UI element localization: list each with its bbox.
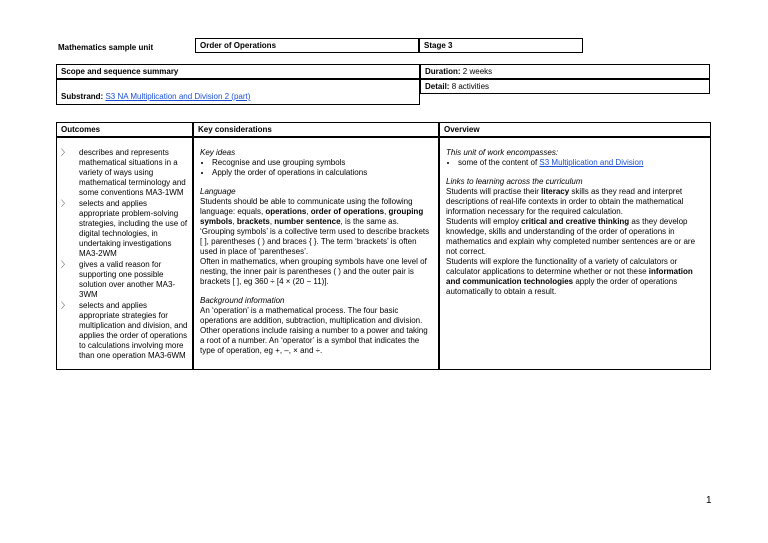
duration-cell	[420, 64, 710, 79]
list-item: • some of the content of S3 Multiplication and Division	[458, 158, 704, 168]
content-link[interactable]: S3 Multiplication and Division	[539, 158, 644, 167]
literacy-paragraph: Students will practise their literacy skills as they read and interpret descriptions of real-life contexts in order to obtain the mathematical information necessary for the required calculation.	[446, 187, 684, 216]
overview-header: Overview	[439, 122, 711, 137]
key-ideas-heading: Key ideas	[200, 148, 236, 157]
ict-paragraph: Students will explore the functionality of a variety of calculators or calculator applications to determine whether or not these information and communication technologies apply the order of operations automatically to obtain a result.	[446, 257, 693, 296]
grouping-symbols-paragraph: ‘Grouping symbols’ is a collective term used to describe brackets [ ], parentheses ( ) and braces { }. The term ‘brackets’ is often used in place of ‘parentheses’.	[200, 227, 430, 256]
outcome-marker: 〉	[61, 301, 69, 310]
outcome-item	[57, 260, 188, 300]
key-ideas-list	[200, 158, 432, 178]
outcome-text: describes and represents mathematical situations in a variety of ways using mathematical terminology and some conventions MA3-1WM	[79, 148, 186, 197]
page-number: 1	[706, 495, 712, 506]
key-considerations-column	[193, 137, 439, 370]
substrand-link[interactable]: S3 NA Multiplication and Division 2 (part)	[105, 92, 251, 101]
language-paragraph: Students should be able to communicate using the following language: equals, operations, order of operations, grouping symbols, brackets, number sentence, is the same as.	[200, 197, 424, 226]
unit-label: Mathematics sample unit	[58, 43, 154, 52]
scope-label: Scope and sequence summary	[56, 64, 420, 79]
duration-value: 2 weeks	[462, 67, 493, 76]
list-item: • Apply the order of operations in calculations	[212, 168, 432, 178]
key-considerations-header: Key considerations	[193, 122, 439, 137]
detail-cell	[420, 79, 710, 94]
language-heading: Language	[200, 187, 236, 196]
outcome-marker: 〉	[61, 199, 69, 208]
outcomes-header: Outcomes	[56, 122, 193, 137]
links-heading: Links to learning across the curriculum	[446, 177, 583, 186]
nesting-paragraph: Often in mathematics, when grouping symbols have one level of nesting, the inner pair is parentheses ( ) and the outer pair is brackets [ ], eg 360 ÷ [4 × (20 − 11)].	[200, 257, 427, 286]
detail-value: 8 activities	[451, 82, 490, 91]
substrand-cell	[56, 79, 420, 105]
substrand-label: Substrand:	[61, 92, 104, 101]
list-item: • Recognise and use grouping symbols	[212, 158, 432, 168]
outcome-item	[57, 148, 188, 198]
background-paragraph: An ‘operation’ is a mathematical process. The four basic operations are addition, subtraction, multiplication and division. Other operations include raising a number to a power and taking a root of a number. An ‘operator’ is a symbol that indicates the type of operation, eg +, –, × and ÷.	[200, 306, 428, 355]
outcome-marker: 〉	[61, 260, 69, 269]
overview-column	[439, 137, 711, 370]
outcome-text: selects and applies appropriate strategies for multiplication and division, and applies the order of operations to calculations involving more than one operation MA3-6WM	[79, 301, 188, 360]
critical-thinking-paragraph: Students will employ critical and creative thinking as they develop knowledge, skills and understanding of the order of operations in mathematics and explain why completed number sentences are or are not correct.	[446, 217, 696, 256]
background-heading: Background information	[200, 296, 285, 305]
outcome-item	[57, 199, 188, 259]
detail-label: Detail:	[425, 82, 450, 91]
outcome-marker: 〉	[61, 148, 69, 157]
outcome-text: selects and applies appropriate problem-solving strategies, including the use of digital technologies, in undertaking investigations MA3-2WM	[79, 199, 188, 258]
outcome-text: gives a valid reason for supporting one possible solution over another MA3-3WM	[79, 260, 176, 299]
overview-intro: This unit of work encompasses:	[446, 148, 559, 157]
outcome-item	[57, 301, 188, 361]
duration-label: Duration:	[425, 67, 461, 76]
stage-label: Stage 3	[419, 38, 583, 53]
unit-title: Order of Operations	[195, 38, 419, 53]
outcomes-column	[56, 137, 193, 370]
overview-list	[446, 158, 704, 168]
